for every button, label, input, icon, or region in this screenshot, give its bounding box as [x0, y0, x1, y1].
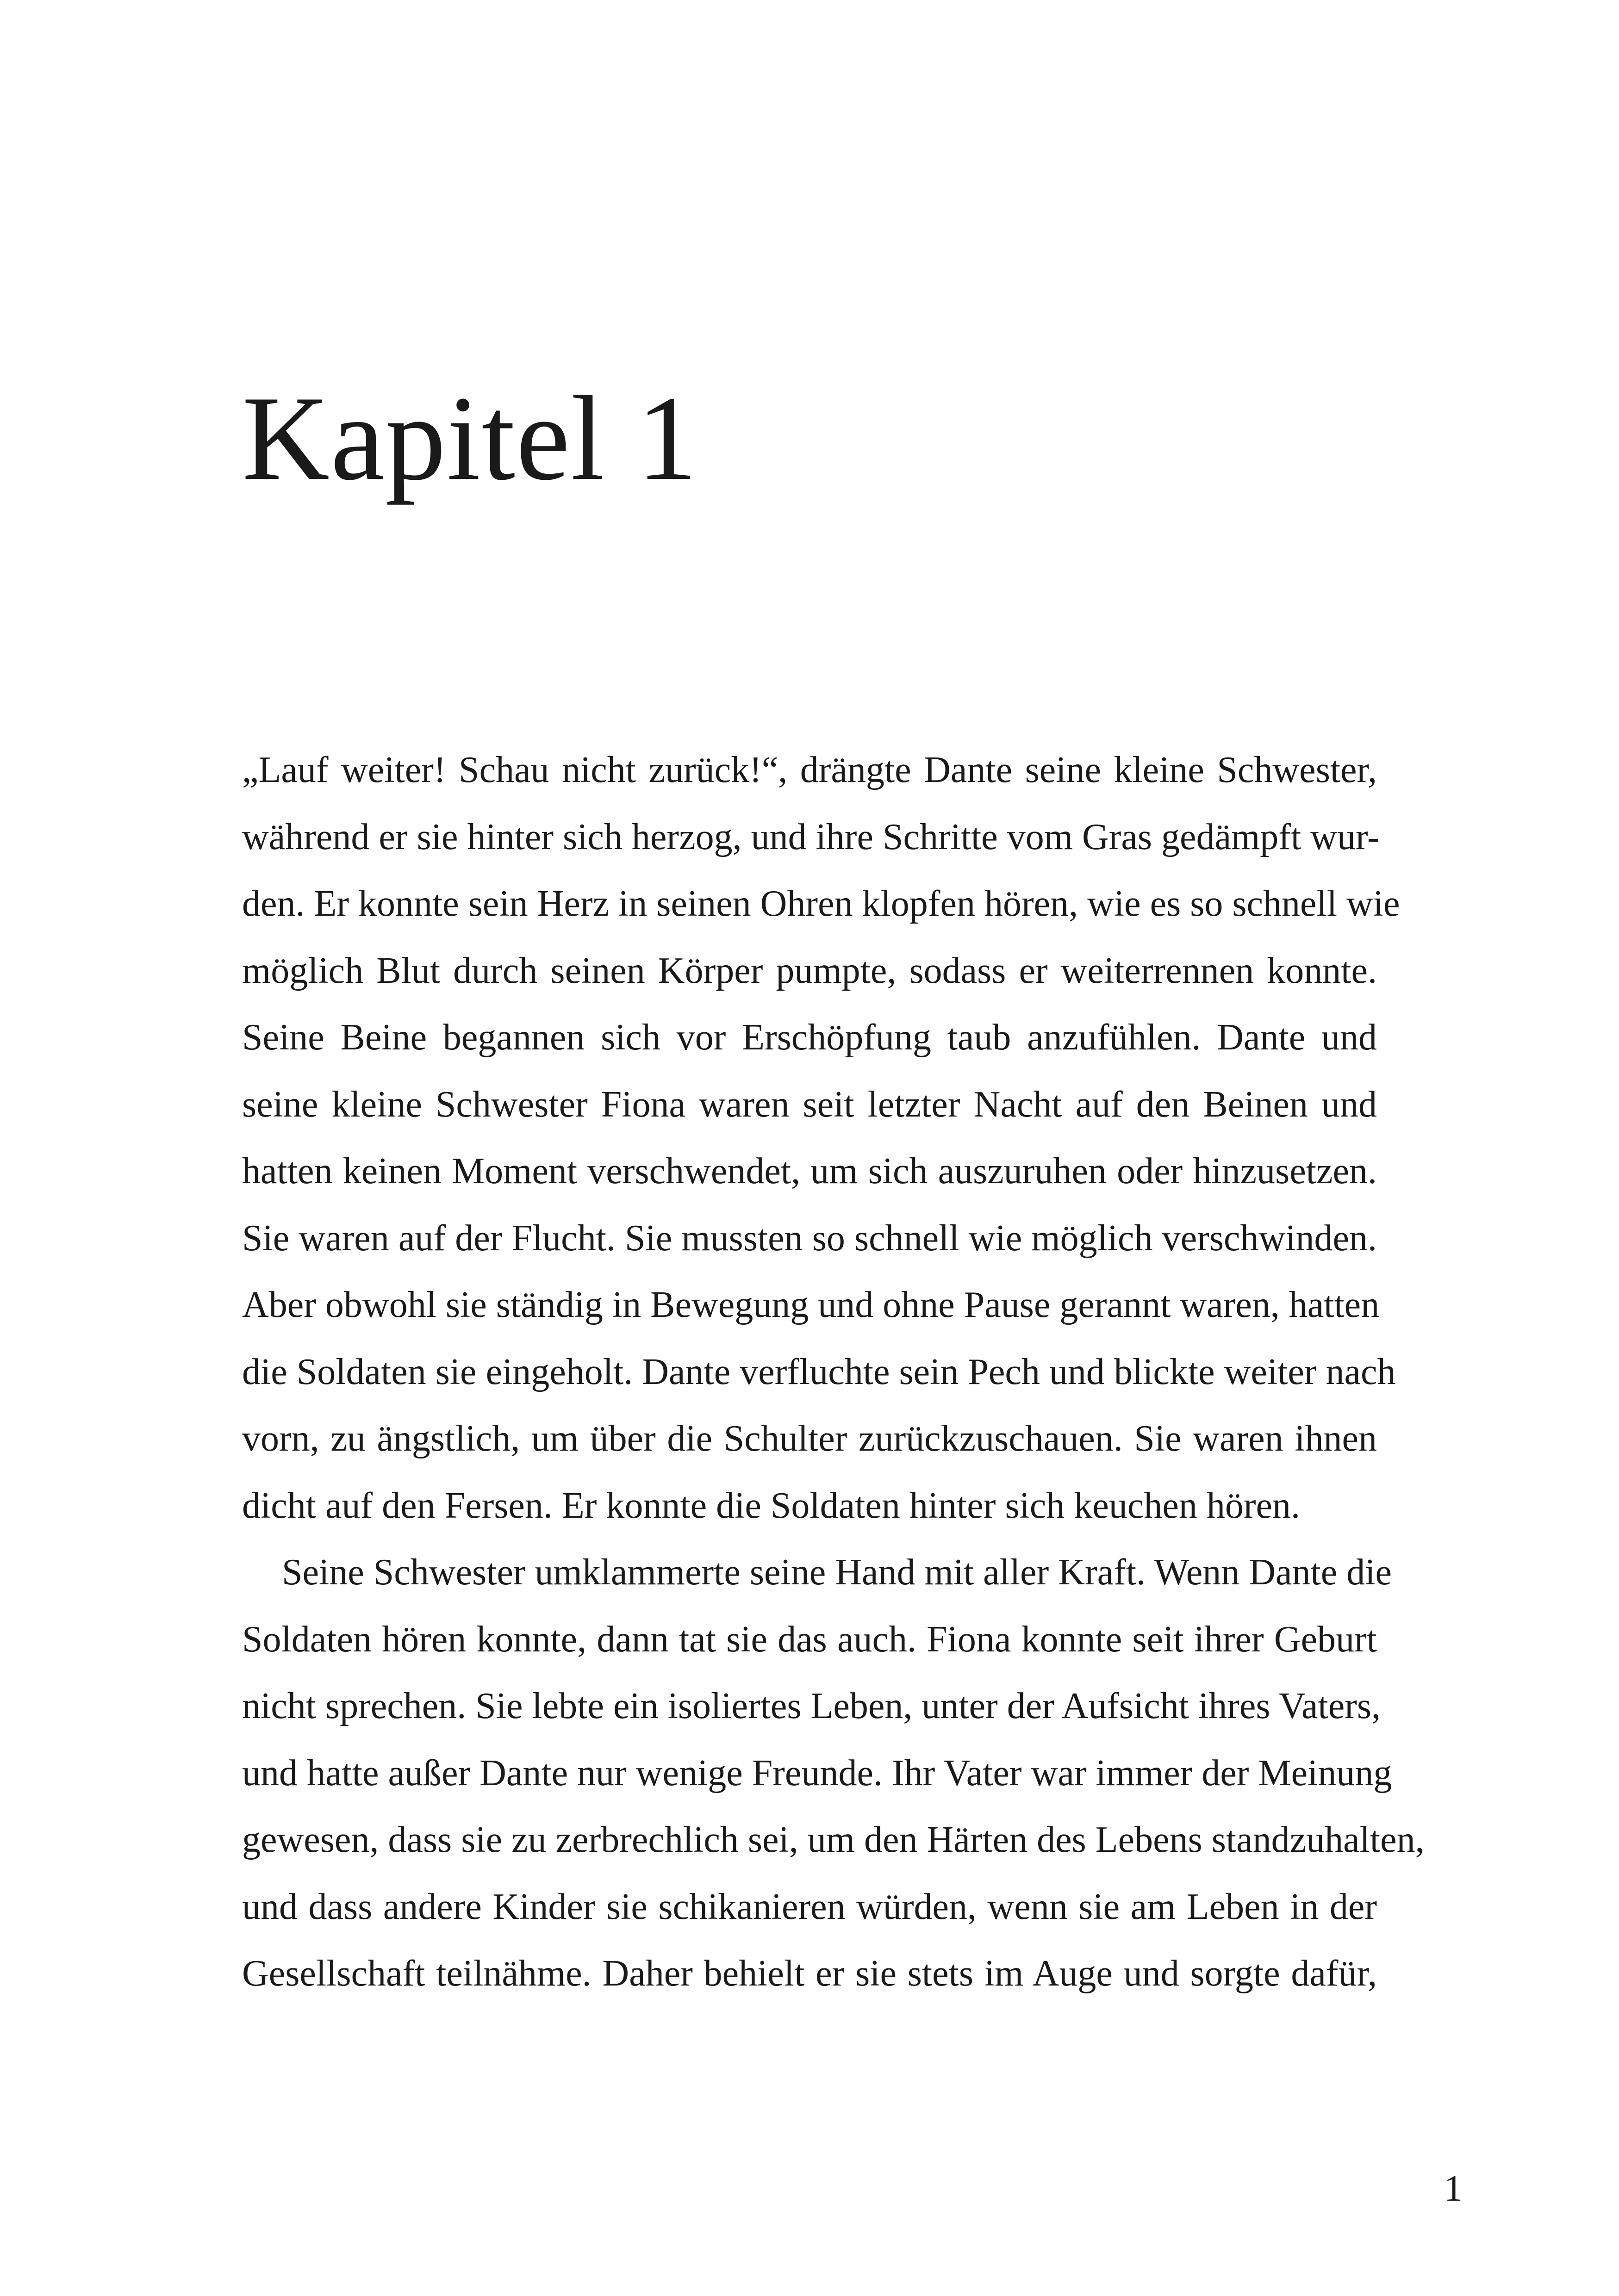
text-line: möglich Blut durch seinen Körper pumpte, sodass er weiterrennen konnte. [242, 950, 1377, 991]
text-line: Gesellschaft teilnähme. Daher behielt er sie stets im Auge und sorgte dafür, [242, 1953, 1377, 1994]
body-text [242, 737, 1425, 2007]
text-line: hatten keinen Moment verschwendet, um sich auszuruhen oder hinzusetzen. [242, 1151, 1377, 1191]
text-line: die Soldaten sie eingeholt. Dante verfluchte sein Pech und blickte weiter nach [242, 1351, 1396, 1392]
text-line: vorn, zu ängstlich, um über die Schulter zurückzuschauen. Sie waren ihnen [242, 1418, 1377, 1459]
text-line: während er sie hinter sich herzog, und ihre Schritte vom Gras gedämpft wur- [242, 816, 1380, 857]
text-line: „Lauf weiter! Schau nicht zurück!“, drängte Dante seine kleine Schwester, [242, 750, 1377, 790]
text-line: Seine Beine begannen sich vor Erschöpfung taub anzufühlen. Dante und [242, 1017, 1377, 1058]
text-line: dicht auf den Fersen. Er konnte die Soldaten hinter sich keuchen hören. [242, 1485, 1300, 1526]
text-line: seine kleine Schwester Fiona waren seit letzter Nacht auf den Beinen und [242, 1084, 1377, 1125]
text-line: und dass andere Kinder sie schikanieren würden, wenn sie am Leben in der [242, 1886, 1377, 1927]
text-line: Sie waren auf der Flucht. Sie mussten so schnell wie möglich verschwinden. [242, 1217, 1377, 1259]
text-line: Aber obwohl sie ständig in Bewegung und ohne Pause gerannt waren, hatten [242, 1285, 1380, 1325]
text-line: und hatte außer Dante nur wenige Freunde. Ihr Vater war immer der Meinung [242, 1752, 1392, 1793]
page-number: 1 [1444, 2168, 1463, 2209]
text-line: den. Er konnte sein Herz in seinen Ohren klopfen hören, wie es so schnell wie [242, 883, 1400, 924]
text-line: Seine Schwester umklammerte seine Hand mit aller Kraft. Wenn Dante die [282, 1552, 1392, 1593]
text-line: gewesen, dass sie zu zerbrechlich sei, um den Härten des Lebens standzuhalten, [242, 1819, 1425, 1860]
text-line: nicht sprechen. Sie lebte ein isoliertes Leben, unter der Aufsicht ihres Vaters, [242, 1686, 1381, 1726]
text-line: Soldaten hören konnte, dann tat sie das auch. Fiona konnte seit ihrer Geburt [242, 1619, 1377, 1660]
chapter-title: Kapitel 1 [242, 371, 698, 505]
